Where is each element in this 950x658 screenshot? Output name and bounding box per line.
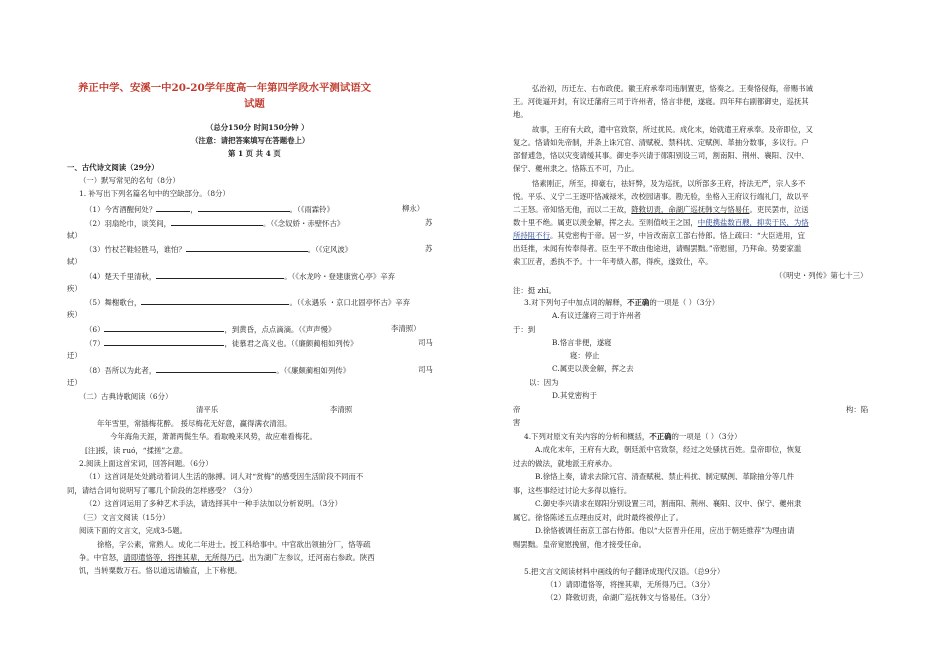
passage-p1-line3: 地。 (513, 110, 528, 119)
q4-option-c-line1: C.御史李兴请求在郧阳分别设置三司，割南阳、荆州、襄阳、汉中、保宁、夔州隶 (535, 499, 802, 508)
q3-option-d-gloss-cont: 害 (513, 418, 521, 427)
passage-p2-line4: 保宁、夔州隶之。恪陈五不可，乃止。 (513, 164, 639, 173)
passage-p2-line1: 故事，王府有大政，遣中官致祭，所过扰民。成化末，始就遣王府承奉。及帝即位，又 (532, 125, 813, 134)
score-time: （总分150分 时间150分钟 ） (206, 123, 309, 132)
fill-item-4-author-cont: 疾） (67, 284, 82, 293)
fill-item-5-author-cont: 疾） (67, 310, 82, 319)
passage-p3-line2: 悦。平乐、义宁二王逐吓恪减禄米，改校园诸事。勘无验，坐格入王府议行端礼门，故以平 (513, 192, 809, 201)
fill-item-3-author-cont: 轼） (67, 257, 82, 266)
q4-option-b-line2: 事，这些事经过讨论大多得以施行。 (513, 486, 632, 495)
passage-p2-line2: 复之。恪请如先帝制，并条上诛冗官、清赋税、禁科扰、定赋例、革抽分数事，多议行。户 (513, 138, 809, 147)
q3-option-c: C.属吏以羡金解，挥之去 (552, 364, 634, 373)
q4-option-d-line2: 赐罢黜。皇帝宽慰挽留，他才接受任命。 (513, 540, 647, 549)
fill-item-6-author: 李清照） (391, 324, 421, 333)
question-5-part-2: （2）降敕切责，命湖广巡抚韩文与恪易任。（3分） (546, 593, 715, 602)
question-4: 4.下列对原文有关内容的分析和概括，不正确的一项是（ ）（3分） (524, 432, 742, 441)
question-2: 2.阅读上面这首宋词，回答问题。（6分） (79, 459, 213, 468)
underlined-sentence-2: 降敕切责，命湖广巡抚韩文与恪易任 (631, 205, 750, 214)
subsection-poetry: （二）古典诗歌阅读（6分） (79, 392, 173, 401)
poem-note: [注]挼，读 ruó，“揉搓”之意。 (85, 446, 188, 455)
question-5-part-1: （1）请即遣恪等，将挫其辈，无所得乃已。（3分） (546, 580, 715, 589)
fill-item-2: （2）羽扇纶巾，谈笑间， 。（《念奴娇・赤壁怀古》 (85, 219, 345, 228)
fill-item-8-author-cont: 迁） (67, 378, 82, 387)
underlined-sentence-3-cont: 所持阻不行 (513, 231, 550, 240)
underlined-sentence-3: 中使携盐数百艘，抑卖于民，为恪 (697, 218, 809, 227)
question-2-part-2: （2）这首词运用了多种艺术手法，请选择其中一种手法加以分析说明。（3分） (85, 499, 342, 508)
q3-option-d-gloss: 构：陷 (846, 405, 869, 414)
page-count: 第 1 页 共 4 页 (228, 149, 281, 158)
q3-option-c-gloss: 以：因为 (529, 378, 559, 387)
reading-instruction: 阅读下面的文言文，完成3-5题。 (79, 526, 187, 535)
question-2-part-1-cont: 同，请结合词句说明写了哪几个阶段的怎样感受？（3分） (67, 486, 257, 495)
q3-option-d: D.其党密构于 (552, 391, 597, 400)
poem-author: 李清照 (330, 405, 353, 414)
passage-p3-line7: 索工匠者，悉执不予。十一年考绩入都，得疾，遂致仕，卒。 (513, 257, 713, 266)
passage-citation: （《明史・列传》第七十三） (775, 271, 868, 280)
passage-line-3: 饥，当转粟数万石。恪以道远请输直，上下称便。 (79, 566, 242, 575)
question-5: 5.把文言文阅读材料中画线的句子翻译成现代汉语。（总9分） (524, 567, 725, 576)
poem-title: 清平乐 (196, 405, 219, 414)
fill-item-1-author: 柳永） (402, 204, 425, 213)
fill-item-7-author-cont: 迁） (67, 351, 82, 360)
q3-option-a: A.有议迁藩府三司于许州者 (552, 311, 641, 320)
passage-p3-line3: 二王怒。帝知恪无他，而以二王故，降敕切责，命湖广巡抚韩文与恪易任。吏民罢市，泣送 (513, 205, 809, 214)
fill-item-7-author: 司马 (418, 338, 433, 347)
subsection-classical: （三）文言文阅读（15分） (79, 513, 170, 522)
poem-line-2: 今年海角天涯，萧萧两鬓生华。看取晚来风势，故应难看梅花。 (110, 432, 317, 441)
fill-item-5: （5）舞榭歌台， 。（《永遇乐 ・京口北固亭怀古》辛弃 (85, 298, 411, 307)
passage-p3-line5: 所持阻不行。其党密构于帝。居一岁，中旨改南京工部右侍郎。恪上疏曰：“大臣进用，宜 (513, 231, 806, 240)
section-heading: 一、古代诗文阅读（29分） (67, 163, 159, 172)
q3-option-d-word: 帝 (513, 405, 521, 414)
passage-p3-line1: 恪素刚正，所至，抑豪右，祛奸弊，及为巡抚，以所部多王府，持法无严，宗人多不 (532, 179, 806, 188)
fill-item-8: （8）吾所以为此者， 。（《廉颇蔺相如列传》 (85, 366, 351, 375)
doc-title-line1: 养正中学、安溪一中20-20学年度高一年第四学段水平测试语文 (78, 82, 371, 94)
answer-note: （注意：请把答案填写在答题卷上） (191, 136, 310, 145)
passage-line-2: 争。中官怒，请即遣恪等，将挫其辈，无所得乃已。出为湖广左参议，迁河南右参政。陕西 (79, 553, 375, 562)
passage-p2-line3: 部督逋急，恪以灾变请缓其事。御史李兴请于郧阳别设三司，割南阳、荆州、襄阳、汉中、 (513, 151, 809, 160)
passage-note: 注：挺 zhǐ。 (513, 286, 556, 295)
fill-item-8-author: 司马 (418, 365, 433, 374)
fill-item-2-author: 苏 (425, 218, 433, 227)
passage-line-1: 徐格，字公素，常熟人。成化二年进士。授工科给事中。中官欲出领抽分厂，恪等疏 (97, 540, 371, 549)
fill-item-6: （6） ，到黄昏，点点滴滴。（《声声慢》 (85, 325, 336, 334)
question-2-part-1: （1）这首词是处处跳动着词人生活的脉搏。词人对“赏梅”的感受因生活阶段不同而不 (85, 472, 364, 481)
passage-p1-line1: 弘治初，历迁左、右布政使。徽王府承奉司违制置吏，恪奏之。王奏恪侵侮，帝赐书诫 (532, 84, 813, 93)
q3-option-b-gloss: 寝：停止 (570, 351, 600, 360)
question-1: 1. 补写出下列名篇名句中的空缺部分。（8分） (79, 189, 230, 198)
q4-option-d-line1: D.徐恪被调任南京工部右侍郎。他以“大臣晋升任用，应出于朝廷推荐”为理由请 (535, 526, 795, 535)
fill-item-4: （4）楚天千里清秋， 。（《水龙吟・登建康赏心亭》辛弃 (85, 272, 396, 281)
fill-item-1: （1）今宵酒醒何处？ ， 。（《雨霖铃》 (85, 205, 334, 214)
passage-p1-line2: 王。河徙逼开封，有议迁藩府三司于许州者，恪言非便，遂寝。四年拜右副都御史，巡抚其 (513, 97, 809, 106)
underlined-sentence-1: 请即遣恪等，将挫其辈，无所得乃已 (123, 553, 242, 562)
q3-option-b: B.恪言非便，遂寝 (552, 338, 612, 347)
passage-p3-line4: 数十里不绝。属吏以羡金解，挥之去。至则值岐王之国，中使携盐数百艘，抑卖于民，为恪 (513, 218, 809, 227)
fill-item-7: （7） ，徒慕君之高义也。（《廉颇蔺相如列传》 (85, 339, 358, 348)
q4-option-c-line2: 属它。徐恪陈述五点理由反对，此时最终被停止了。 (513, 513, 683, 522)
question-3: 3.对下列句子中加点词的解释，不正确的一项是（ ）（3分） (524, 298, 720, 307)
poem-line-1: 年年雪里，常插梅花醉。 挼尽梅花无好意，赢得满衣清泪。 (97, 419, 292, 428)
doc-title-line2: 试题 (244, 98, 265, 110)
q4-option-a-line1: A.成化末年，王府有大政，朝廷派中官致祭，经过之处骚扰百姓。皇帝即位，恢复 (535, 445, 802, 454)
q4-option-a-line2: 过去的做法，就地派王府承办。 (513, 459, 617, 468)
fill-item-2-author-cont: 轼） (67, 231, 82, 240)
q4-option-b-line1: B.徐恪上奏，请求去除冗官、清查赋税、禁止科扰、制定赋例、革除抽分等几件 (535, 472, 795, 481)
subsection-heading: （一）默写常见的名句（8分） (79, 176, 180, 185)
fill-item-3-author: 苏 (425, 244, 433, 253)
fill-item-3: （3）竹杖芒鞋轻胜马，谁怕？ 。（《定风波》 (85, 245, 353, 254)
q3-option-a-gloss: 于：到 (513, 325, 536, 334)
passage-p3-line6: 出廷推，未闻有传奉得者。臣生平不敢由他途进，请赐罢黜。”帝慰留，乃拜命。势要家滥 (513, 244, 802, 253)
